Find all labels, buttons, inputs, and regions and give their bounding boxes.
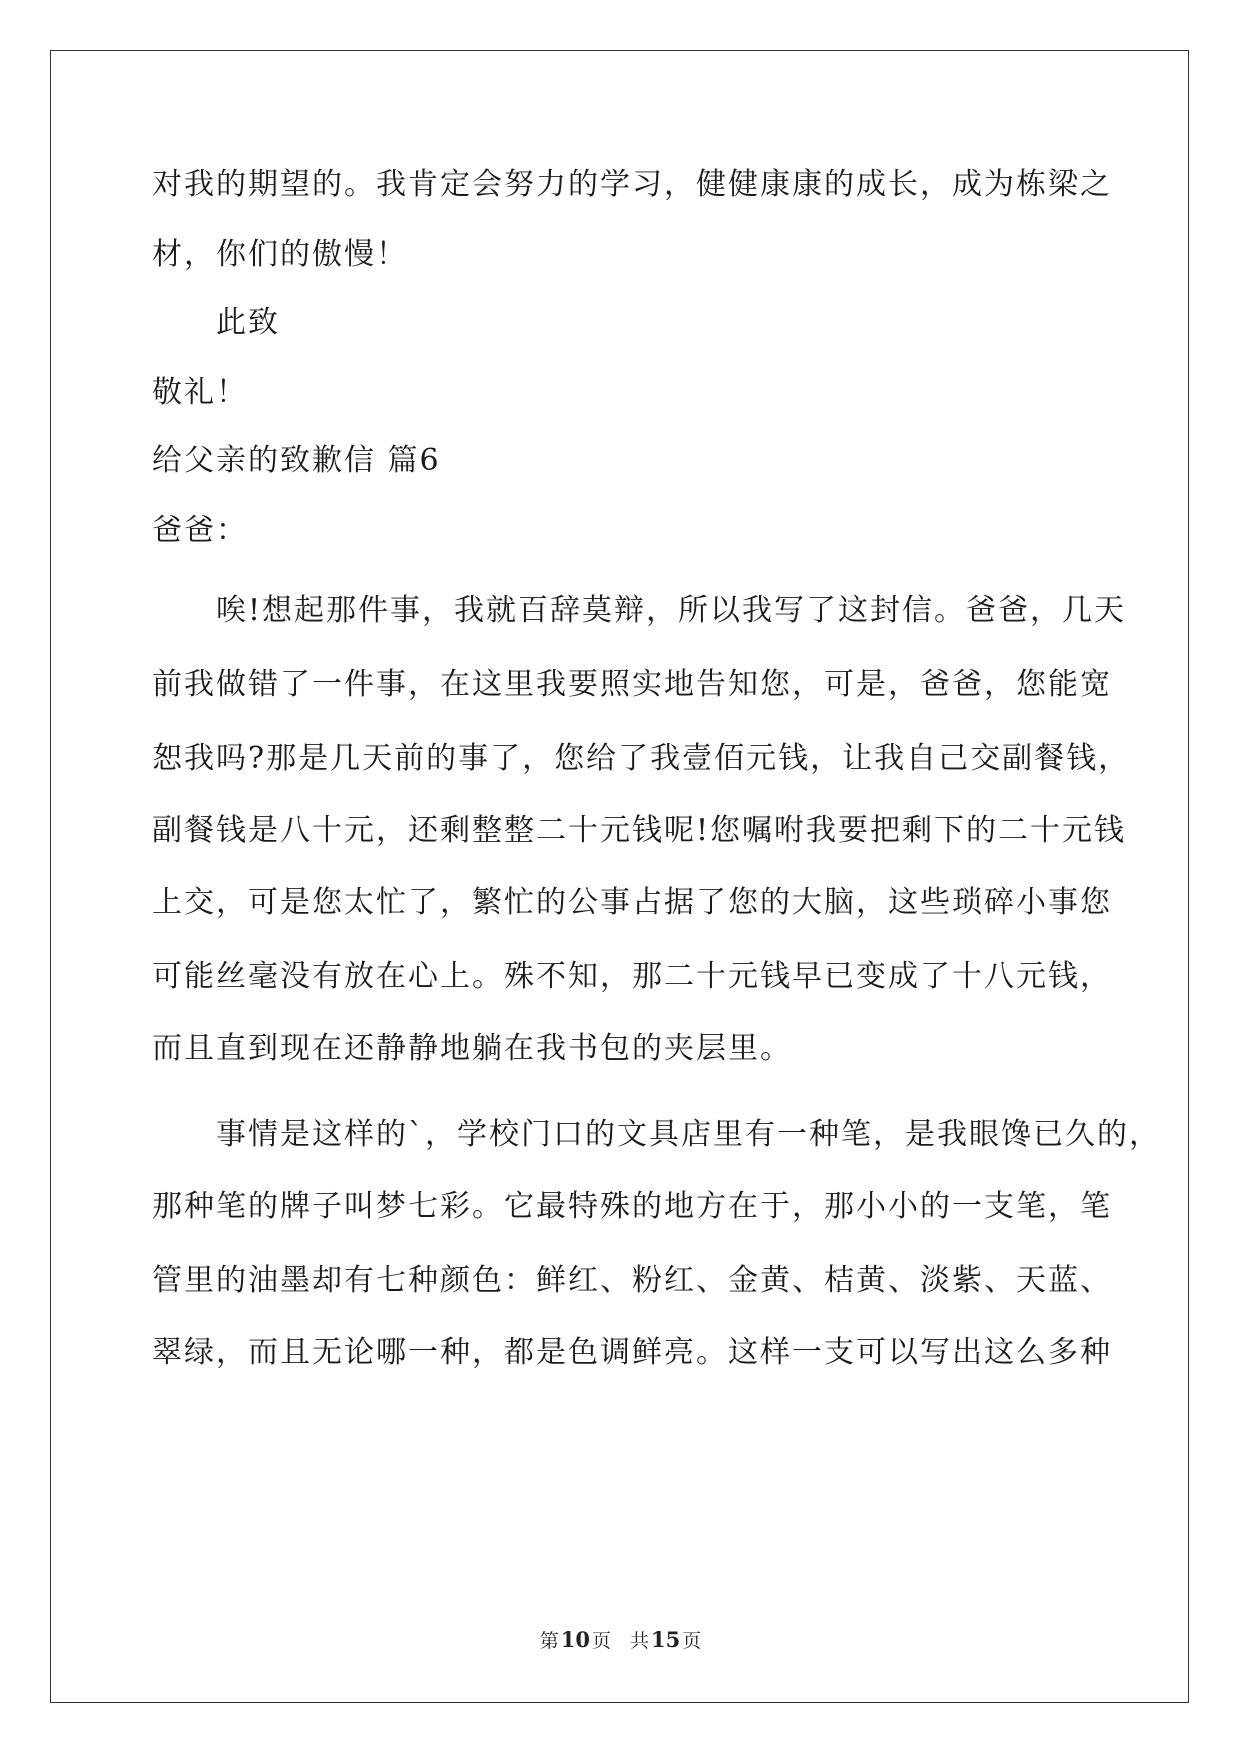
footer-mid: 页 共	[591, 1630, 649, 1652]
body-line-14: 事情是这样的`，学校门口的文具店里有一种笔，是我眼馋已久的，	[216, 1117, 1161, 1152]
body-line-2: 材，你们的傲慢！	[152, 237, 408, 272]
current-page-number: 10	[560, 1627, 590, 1652]
page-border	[50, 50, 1189, 1703]
total-pages-number: 15	[651, 1627, 681, 1652]
body-line-10: 副餐钱是八十元，还剩整整二十元钱呢!您嘱咐我要把剩下的二十元钱	[152, 813, 1127, 848]
closing-regards: 敬礼！	[152, 375, 248, 410]
body-line-1: 对我的期望的。我肯定会努力的学习，健健康康的成长，成为栋梁之	[152, 167, 1112, 202]
body-line-9: 恕我吗?那是几天前的事了，您给了我壹佰元钱，让我自己交副餐钱，	[152, 741, 1131, 776]
body-line-8: 前我做错了一件事，在这里我要照实地告知您，可是，爸爸，您能宽	[152, 667, 1112, 702]
body-line-11: 上交，可是您太忙了，繁忙的公事占据了您的大脑，这些琐碎小事您	[152, 885, 1112, 920]
closing-salutation: 此致	[216, 305, 280, 340]
body-line-15: 那种笔的牌子叫梦七彩。它最特殊的地方在于，那小小的一支笔，笔	[152, 1189, 1112, 1224]
footer-suffix: 页	[682, 1630, 702, 1652]
page-footer	[0, 1628, 1241, 1653]
letter-greeting: 爸爸：	[152, 513, 248, 548]
section-heading: 给父亲的致歉信 篇6	[152, 443, 441, 478]
body-line-16: 管里的油墨却有七种颜色：鲜红、粉红、金黄、桔黄、淡紫、天蓝、	[152, 1263, 1112, 1298]
body-line-13: 而且直到现在还静静地躺在我书包的夹层里。	[152, 1031, 792, 1066]
body-line-17: 翠绿，而且无论哪一种，都是色调鲜亮。这样一支可以写出这么多种	[152, 1335, 1112, 1370]
body-line-12: 可能丝毫没有放在心上。殊不知，那二十元钱早已变成了十八元钱，	[152, 959, 1112, 994]
footer-prefix: 第	[539, 1630, 559, 1652]
body-line-7: 唉!想起那件事，我就百辞莫辩，所以我写了这封信。爸爸，几天	[216, 593, 1127, 628]
